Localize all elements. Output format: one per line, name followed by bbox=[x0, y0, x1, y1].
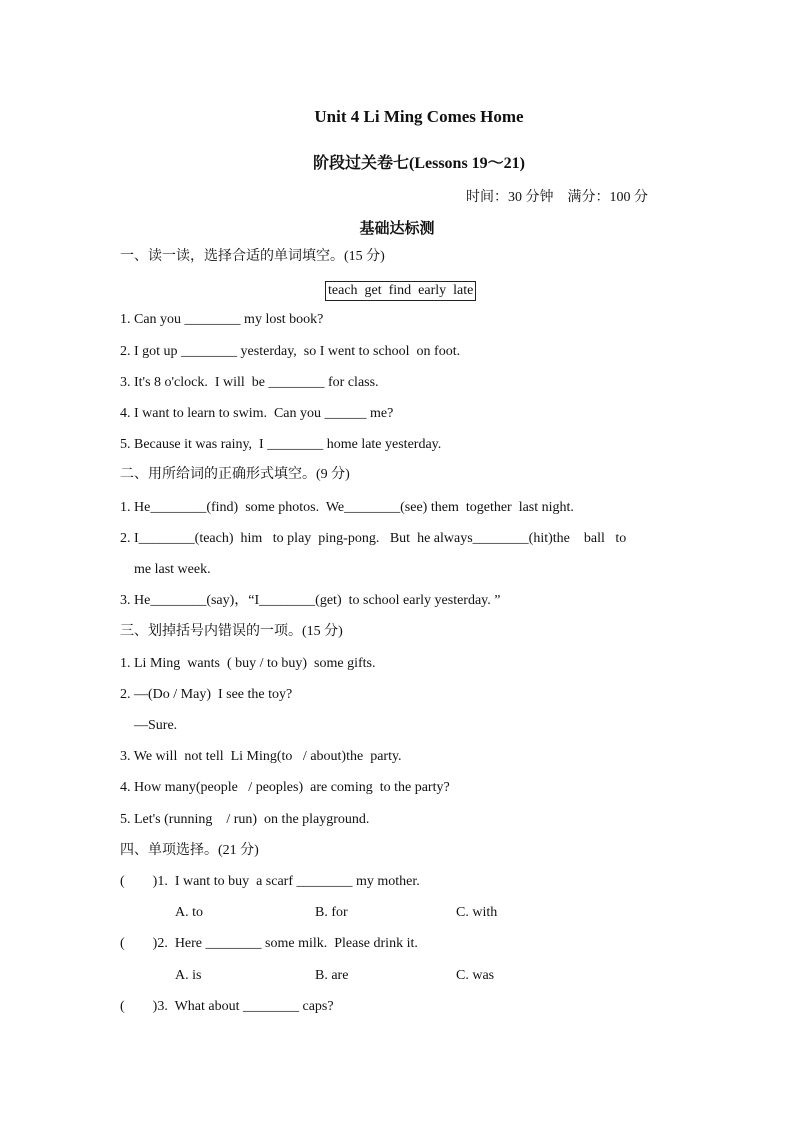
section2-item-1: 1. He________(find) some photos. We________(see) them together last night. bbox=[120, 500, 574, 515]
section4-q2-option-b: B. are bbox=[315, 968, 349, 983]
time-score-info: 时间：30 分钟 满分：100 分 bbox=[466, 190, 648, 205]
section3-item-2-answer: —Sure. bbox=[120, 718, 178, 733]
section3-heading: 三、划掉括号内错误的一项。(15 分) bbox=[120, 624, 343, 639]
section3-item-3: 3. We will not tell Li Ming(to / about)the party. bbox=[120, 749, 402, 764]
section2-item-2-cont: me last week. bbox=[120, 562, 211, 577]
word-box: teach get find early late bbox=[325, 281, 476, 301]
section3-item-2: 2. —(Do / May) I see the toy? bbox=[120, 687, 293, 702]
section1-item-1: 1. Can you ________ my lost book? bbox=[120, 312, 324, 327]
section1-item-4: 4. I want to learn to swim. Can you ______ me? bbox=[120, 406, 394, 421]
subtitle: 基础达标测 bbox=[359, 221, 435, 237]
stage-title: 阶段过关卷七(Lessons 19～21) bbox=[312, 155, 525, 172]
section4-q1-option-c: C. with bbox=[456, 905, 498, 920]
section4-q1-stem: ( )1. I want to buy a scarf ________ my mother. bbox=[120, 874, 420, 889]
section4-q1-option-a: A. to bbox=[175, 905, 203, 920]
section4-q2-option-a: A. is bbox=[175, 968, 202, 983]
section4-q2-stem: ( )2. Here ________ some milk. Please drink it. bbox=[120, 936, 418, 951]
section3-item-1: 1. Li Ming wants ( buy / to buy) some gifts. bbox=[120, 656, 376, 671]
section4-q1-option-b: B. for bbox=[315, 905, 348, 920]
section4-q3-stem: ( )3. What about ________ caps? bbox=[120, 999, 334, 1014]
section4-q2-option-c: C. was bbox=[456, 968, 495, 983]
section1-item-3: 3. It's 8 o'clock. I will be ________ for class. bbox=[120, 375, 379, 390]
unit-title: Unit 4 Li Ming Comes Home bbox=[314, 107, 524, 126]
section1-item-2: 2. I got up ________ yesterday, so I went to school on foot. bbox=[120, 344, 461, 359]
section3-item-4: 4. How many(people / peoples) are coming to the party? bbox=[120, 780, 450, 795]
section3-item-5: 5. Let's (running / run) on the playground. bbox=[120, 812, 370, 827]
section4-heading: 四、单项选择。(21 分) bbox=[120, 843, 259, 858]
section1-item-5: 5. Because it was rainy, I ________ home late yesterday. bbox=[120, 437, 442, 452]
section1-heading: 一、读一读，选择合适的单词填空。(15 分) bbox=[120, 249, 385, 264]
section2-item-3: 3. He________(say)，“I________(get) to school early yesterday. ” bbox=[120, 593, 501, 608]
section2-heading: 二、用所给词的正确形式填空。(9 分) bbox=[120, 467, 350, 482]
section2-item-2: 2. I________(teach) him to play ping-pong. But he always________(hit)the ball to bbox=[120, 531, 627, 546]
